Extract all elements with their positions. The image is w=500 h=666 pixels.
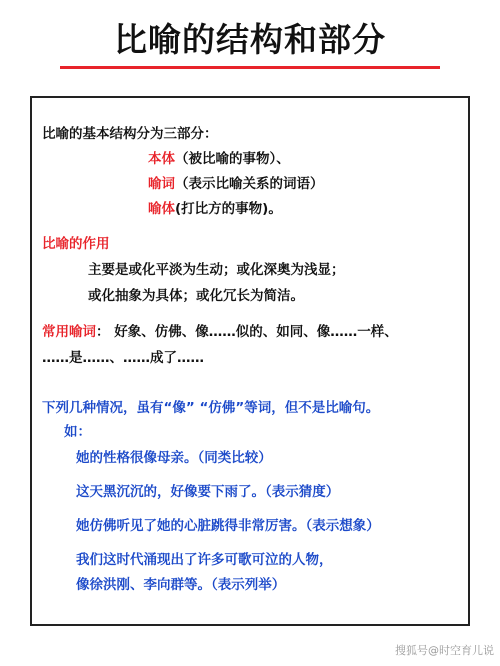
example-label: 如： [64, 424, 91, 440]
common-words-label: 常用喻词 [42, 324, 96, 340]
common-words-line-2: ……是……、……成了…… [42, 350, 204, 366]
title-underline [60, 66, 440, 69]
structure-desc: （被比喻的事物）、 [175, 151, 290, 167]
function-line-1: 主要是或化平淡为生动；或化深奥为浅显； [88, 262, 345, 278]
structure-term: 喻体 [148, 201, 175, 217]
function-heading: 比喻的作用 [42, 236, 110, 252]
structure-term: 喻词 [148, 176, 175, 192]
example-2: 这天黑沉沉的，好像要下雨了。（表示猜度） [76, 484, 340, 500]
example-4: 我们这时代涌现出了许多可歌可泣的人物， [76, 552, 333, 568]
page-title: 比喻的结构和部分 [114, 20, 386, 59]
structure-desc: （表示比喻关系的词语） [175, 176, 324, 192]
watermark: 搜狐号@时空育儿说 [395, 644, 494, 657]
example-1: 她的性格很像母亲。（同类比较） [76, 450, 272, 466]
common-words-line-1 [42, 320, 398, 340]
structure-item-2 [148, 172, 324, 192]
common-words-text: ： 好象、仿佛、像……似的、如同、像……一样、 [96, 324, 398, 340]
function-line-2: 或化抽象为具体；或化冗长为简洁。 [88, 288, 304, 304]
structure-desc: (打比方的事物)。 [175, 201, 282, 217]
structure-item-3 [148, 197, 282, 217]
structure-term: 本体 [148, 151, 175, 167]
exceptions-heading: 下列几种情况，虽有“像” “仿佛”等词，但不是比喻句。 [42, 400, 380, 416]
example-3: 她仿佛听见了她的心脏跳得非常厉害。（表示想象） [76, 518, 380, 534]
example-5: 像徐洪刚、李向群等。（表示列举） [76, 577, 286, 593]
structure-heading: 比喻的基本结构分为三部分： [42, 126, 218, 142]
structure-item-1 [148, 147, 290, 167]
